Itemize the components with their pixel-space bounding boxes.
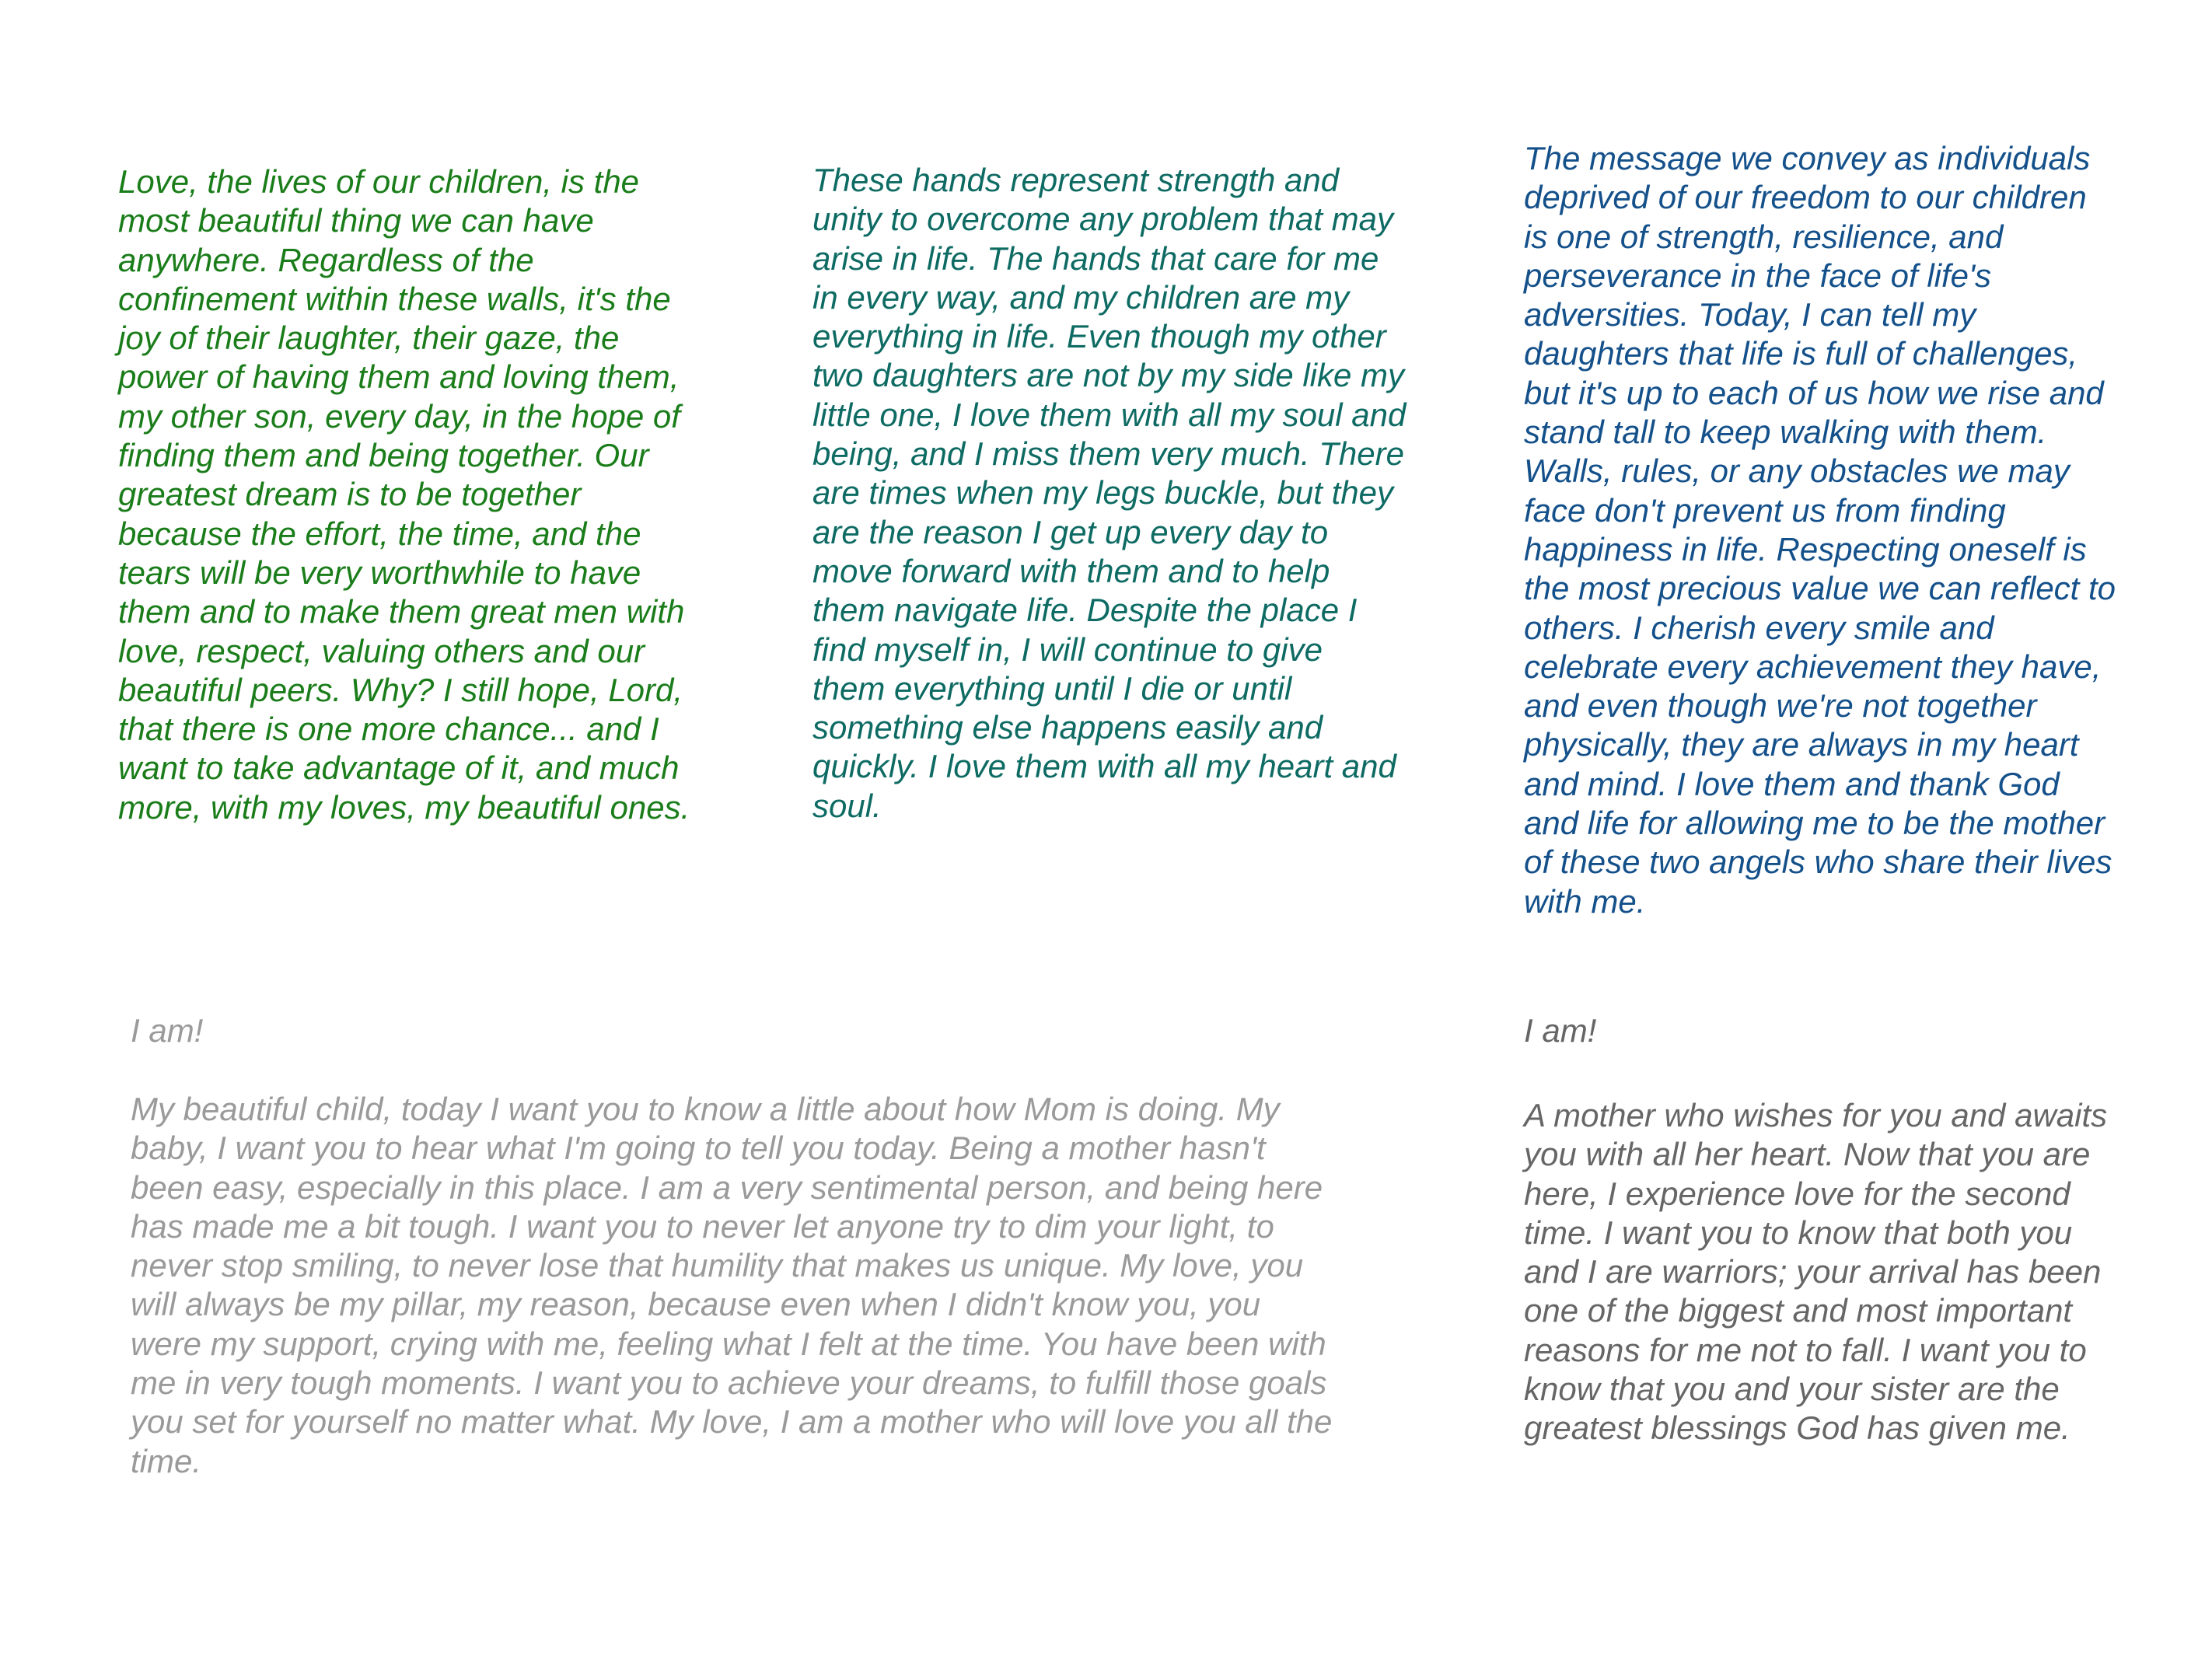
letter-5-heading: I am! xyxy=(1524,1012,1597,1049)
letter-3-text: The message we convey as individuals deprived of our freedom to our children is one of strength, resilience, and perseverance in the face of life's adversities. Today, I can tell my daughters that life is full of challenges, but it's up to each of us how we rise and stand tall to keep walking with them. Walls, rules, or any obstacles we may face don't prevent us from finding happiness in life. Respecting oneself is the most precious value we can reflect to others. I cherish every smile and celebrate every achievement they have, and even though we're not together physically, they are always in my heart and mind. I love them and thank God and life for allowing me to be the mother of these two angels who share their lives with me. xyxy=(1524,140,2116,920)
letter-2-text: These hands represent strength and unity to overcome any problem that may arise in life. The hands that care for me in every way, and my children are my everything in life. Even though my other two daughters are not by my side like my little one, I love them with all my soul and being, and I miss them very much. There are times when my legs buckle, but they are the reason I get up every day to move forward with them and to help them navigate life. Despite the place I find myself in, I will continue to give them everything until I die or until something else happens easily and quickly. I love them with all my heart and soul. xyxy=(812,162,1407,824)
letter-4-text: My beautiful child, today I want you to know a little about how Mom is doing. My baby, I want you to hear what I'm going to tell you today. Being a mother hasn't been easy, especially in this place. I am a very sentimental person, and being here has made me a bit tough. I want you to never let anyone try to dim your light, to never stop smiling, to never lose that humility that makes us unique. My love, you will always be my pillar, my reason, because even when I didn't know you, you were my support, crying with me, feeling what I felt at the time. You have been with me in very tough moments. I want you to achieve your dreams, to fulfill those goals you set for yourself no matter what. My love, I am a mother who will love you all the time. xyxy=(131,1091,1333,1479)
letter-5-text: A mother who wishes for you and awaits you with all her heart. Now that you are here, I experience love for the second time. I want you to know that both you and I are warriors; your arrival has been one of the biggest and most important reasons for me not to fall. I want you to know that you and your sister are the greatest blessings God has given me. xyxy=(1524,1097,2108,1447)
letter-4-heading: I am! xyxy=(131,1012,204,1049)
letter-1-text: Love, the lives of our children, is the most beautiful thing we can have anywhere. Regardless of the confinement within these walls, it's the joy of their laughter, their gaze, the power of having them and loving them, my other son, every day, in the hope of finding them and being together. Our greatest dream is to be together because the effort, the time, and the tears will be very worthwhile to have them and to make them great men with love, respect, valuing others and our beautiful peers. Why? I still hope, Lord, that there is one more chance... and I want to take advantage of it, and much more, with my loves, my beautiful ones. xyxy=(118,163,690,826)
